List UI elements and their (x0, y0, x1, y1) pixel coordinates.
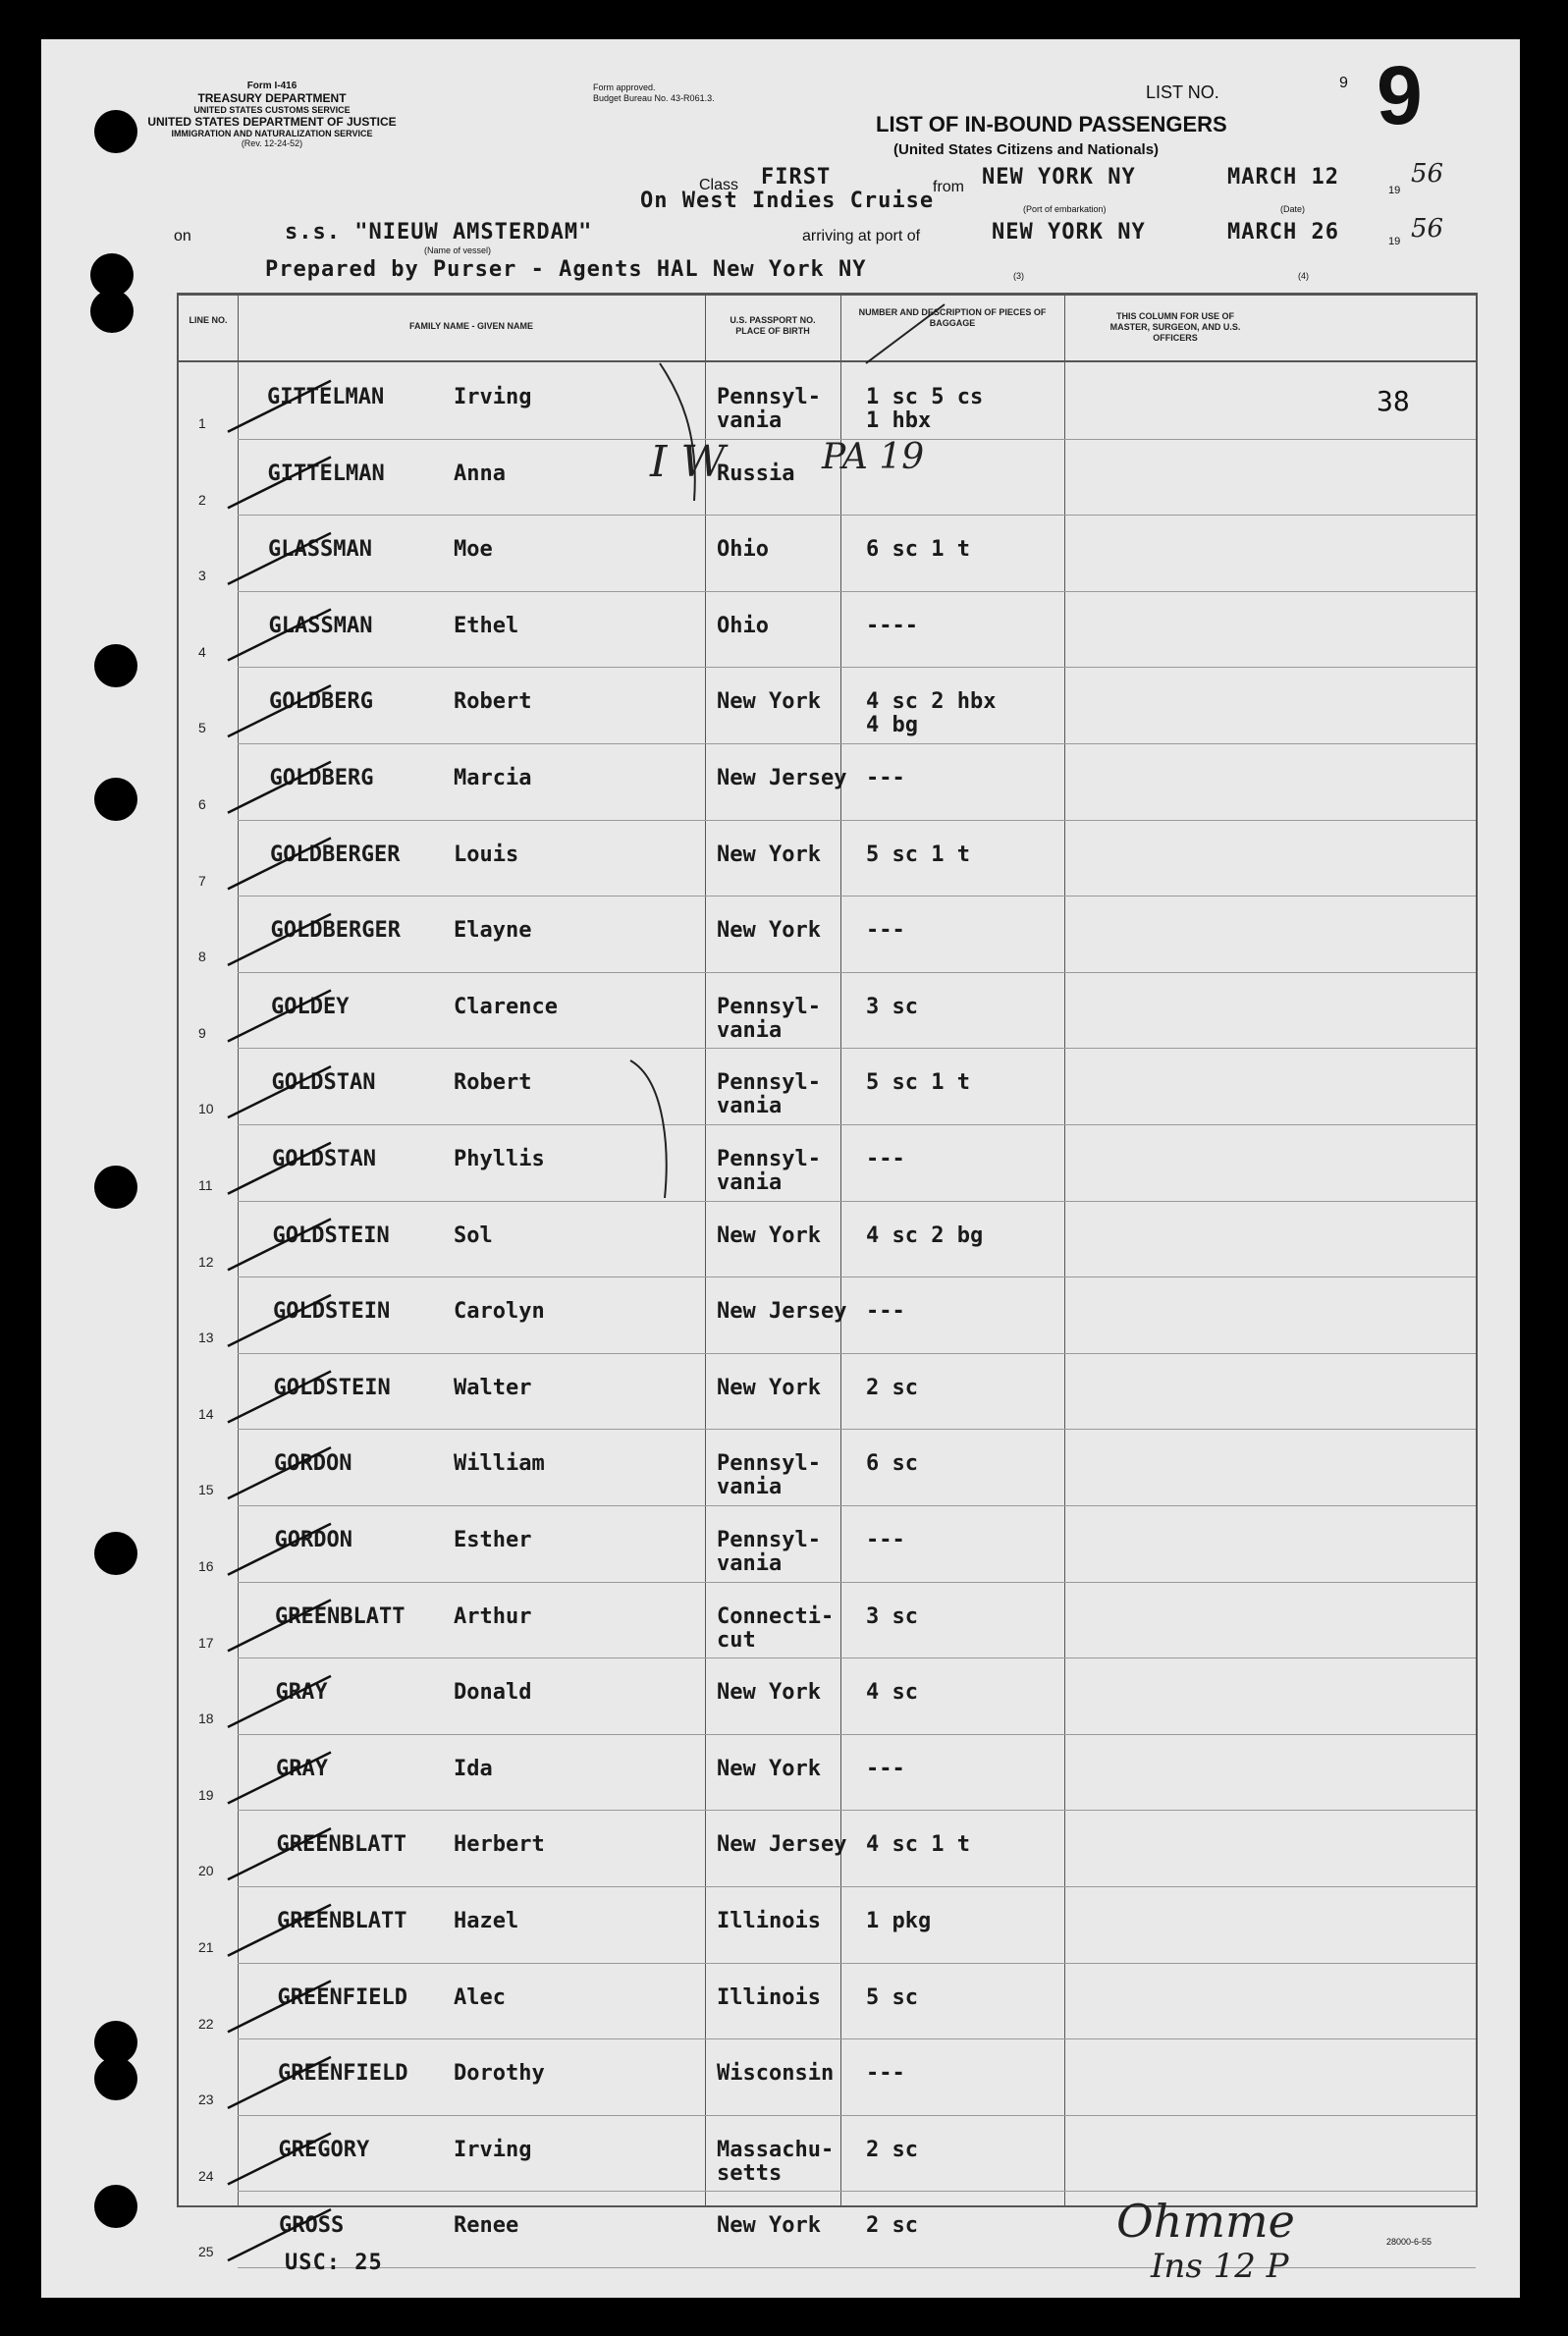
line-number: 24 (198, 2167, 214, 2184)
given-name: Ida (454, 1756, 493, 1781)
baggage-description: 5 sc 1 t (866, 842, 970, 867)
line-number: 1 (198, 415, 206, 431)
given-name: William (454, 1451, 545, 1477)
given-name: Phyllis (454, 1147, 545, 1171)
place-of-birth: Pennsyl- (717, 1528, 821, 1552)
baggage-description: --- (866, 1756, 905, 1781)
place-of-birth: vania (717, 1475, 783, 1500)
form-number: Form I-416 (246, 81, 297, 91)
place-of-birth: Ohio (717, 613, 769, 638)
given-name: Anna (454, 461, 506, 486)
line-number: 6 (198, 796, 206, 812)
check-mark (228, 1372, 331, 1423)
hand-initials: I W (650, 437, 726, 487)
given-name: Carolyn (454, 1299, 545, 1325)
note-3: (3) (1013, 271, 1024, 281)
baggage-description: --- (866, 1528, 905, 1552)
family-name: GOLDBERGER (270, 918, 401, 944)
year-prefix-2: 19 (1388, 236, 1401, 247)
line-number: 17 (198, 1634, 214, 1651)
line-number: 8 (198, 949, 206, 965)
check-mark (228, 1447, 331, 1498)
given-name: Ethel (454, 613, 519, 638)
baggage-description: 5 sc 1 t (866, 1070, 970, 1096)
family-name: GREENBLATT (277, 1909, 407, 1933)
given-name: Alec (454, 1984, 506, 2010)
place-of-birth: New York (717, 918, 821, 944)
place-of-birth: vania (717, 1094, 783, 1119)
baggage-description: --- (866, 918, 905, 944)
place-of-birth: New Jersey (717, 1299, 847, 1325)
line-number: 3 (198, 568, 206, 584)
arrival-port: NEW YORK NY (992, 220, 1146, 244)
place-of-birth: Russia (717, 461, 795, 486)
baggage-description: 6 sc 1 t (866, 537, 970, 563)
line-number: 13 (198, 1330, 214, 1346)
baggage-description: 3 sc (866, 994, 918, 1019)
place-of-birth: Wisconsin (717, 2061, 835, 2087)
baggage-description: 4 sc 2 hbx (866, 689, 997, 715)
check-mark (228, 1524, 331, 1575)
family-name: GREENBLATT (275, 1603, 406, 1629)
place-of-birth: cut (717, 1627, 756, 1653)
list-no-label: LIST NO. (1146, 82, 1219, 102)
family-name: GLASSMAN (268, 537, 372, 563)
usc-total: USC: 25 (285, 2251, 383, 2275)
treasury-dept: TREASURY DEPARTMENT (197, 91, 347, 105)
officer-count-note: 38 (1377, 385, 1410, 417)
place-of-birth: New York (717, 1375, 821, 1400)
place-of-birth: Illinois (717, 1909, 821, 1933)
family-name: GOLDSTEIN (273, 1299, 391, 1325)
form-revision: (Rev. 12-24-52) (241, 138, 303, 148)
on-label: on (174, 228, 191, 244)
form-title: LIST OF IN-BOUND PASSENGERS (876, 112, 1227, 136)
baggage-description: 6 sc (866, 1451, 918, 1477)
line-number: 19 (198, 1786, 214, 1803)
baggage-description: 4 bg (866, 713, 918, 738)
family-name: GLASSMAN (268, 613, 373, 638)
place-of-birth: vania (717, 1170, 783, 1195)
manifest-sheet (41, 39, 1520, 2298)
check-mark (228, 1828, 331, 1879)
vessel-name: s.s. "NIEUW AMSTERDAM" (285, 220, 593, 244)
baggage-description: 1 sc 5 cs (866, 385, 984, 409)
check-mark (228, 1219, 331, 1270)
family-name: GROSS (279, 2213, 345, 2239)
place-of-birth: Connecti- (717, 1603, 835, 1629)
from-port: NEW YORK NY (982, 165, 1136, 190)
given-name: Esther (454, 1528, 532, 1552)
family-name: GREENBLATT (276, 1832, 406, 1858)
family-name: GOLDBERG (269, 766, 374, 790)
baggage-description: 1 hbx (866, 408, 932, 433)
check-mark (228, 1143, 331, 1194)
line-number: 2 (198, 491, 206, 508)
list-no-small: 9 (1339, 75, 1348, 91)
baggage-description: 2 sc (866, 1375, 918, 1400)
given-name: Robert (454, 1070, 532, 1096)
given-name: Robert (454, 689, 532, 715)
family-name: GITTELMAN (267, 461, 385, 486)
line-number: 23 (198, 2092, 214, 2108)
form-subtitle: (United States Citizens and Nationals) (893, 141, 1160, 158)
from-label: from (933, 179, 964, 195)
check-mark (228, 2134, 331, 2185)
given-name: Renee (454, 2213, 519, 2239)
line-number: 14 (198, 1405, 214, 1422)
line-number: 22 (198, 2015, 214, 2032)
place-of-birth: Pennsyl- (717, 1147, 821, 1171)
print-code: 28000-6-55 (1386, 2237, 1433, 2247)
place-of-birth: Illinois (717, 1984, 821, 2010)
check-mark (228, 1753, 331, 1804)
check-mark (228, 838, 331, 889)
place-of-birth: Massachu- (717, 2137, 835, 2162)
baggage-description: 4 sc 1 t (866, 1832, 970, 1858)
place-of-birth: New York (717, 1756, 821, 1781)
col-header-line: LINE NO. (189, 315, 228, 325)
given-name: Hazel (454, 1909, 519, 1933)
arrival-date: MARCH 26 (1227, 220, 1339, 244)
family-name: GOLDBERG (269, 689, 373, 715)
line-number: 16 (198, 1558, 214, 1574)
baggage-description: --- (866, 1147, 905, 1171)
place-of-birth: Ohio (717, 537, 769, 563)
family-name: GOLDSTEIN (273, 1375, 391, 1400)
family-name: GITTELMAN (267, 385, 385, 409)
given-name: Dorothy (454, 2061, 545, 2087)
place-of-birth: vania (717, 1551, 783, 1576)
place-of-birth: Pennsyl- (717, 385, 821, 409)
justice-dept: UNITED STATES DEPARTMENT OF JUSTICE (147, 115, 397, 129)
place-of-birth: setts (717, 2160, 783, 2186)
given-name: Herbert (454, 1832, 545, 1858)
baggage-description: 4 sc (866, 1680, 918, 1706)
place-of-birth: New York (717, 1222, 821, 1248)
depart-date: MARCH 12 (1227, 165, 1339, 190)
check-mark (228, 381, 331, 432)
place-of-birth: Pennsyl- (717, 1451, 821, 1477)
place-of-birth: New York (717, 2213, 821, 2239)
given-name: Walter (454, 1375, 532, 1400)
place-of-birth: Pennsyl- (717, 994, 821, 1019)
year-prefix-1: 19 (1388, 185, 1401, 196)
baggage-description: --- (866, 766, 905, 790)
hand-state-note: PA 19 (822, 437, 925, 477)
baggage-description: 3 sc (866, 1603, 918, 1629)
given-name: Moe (454, 537, 493, 563)
line-number: 9 (198, 1024, 206, 1041)
list-no-big: 9 (1377, 49, 1423, 141)
date-label: (Date) (1280, 204, 1306, 214)
class-label: Class (699, 177, 739, 193)
inspector-signature-line2: Ins 12 P (1151, 2247, 1289, 2286)
family-name: GOLDBERGER (270, 842, 401, 867)
place-of-birth: New York (717, 689, 821, 715)
ins-service: IMMIGRATION AND NATURALIZATION SERVICE (171, 129, 373, 138)
col-header-officers: THIS COLUMN FOR USE OF MASTER, SURGEON, AND U.S. OFFICERS (1109, 311, 1241, 343)
check-mark (228, 1905, 331, 1956)
place-of-birth: New York (717, 842, 821, 867)
inspector-signature: Ohmme (1116, 2195, 1295, 2248)
place-of-birth: vania (717, 1017, 783, 1043)
given-name: Louis (454, 842, 519, 867)
check-mark (228, 610, 331, 661)
line-number: 15 (198, 1482, 214, 1498)
baggage-description: 5 sc (866, 1984, 918, 2010)
given-name: Arthur (454, 1603, 532, 1629)
family-name: GREENFIELD (278, 2061, 408, 2087)
family-name: GOLDSTAN (271, 1070, 376, 1096)
given-name: Elayne (454, 918, 532, 944)
line-number: 11 (198, 1177, 213, 1193)
family-name: GOLDEY (271, 994, 350, 1019)
place-of-birth: New Jersey (717, 766, 847, 790)
baggage-description: --- (866, 1299, 905, 1325)
approved-label: Form approved. (593, 82, 656, 92)
note-4: (4) (1298, 271, 1309, 281)
baggage-description: 4 sc 2 bg (866, 1222, 984, 1248)
line-number: 7 (198, 872, 206, 889)
check-mark (228, 685, 331, 736)
place-of-birth: New York (717, 1680, 821, 1706)
baggage-description: 2 sc (866, 2213, 918, 2239)
arrival-year: 56 (1411, 214, 1444, 244)
check-mark (228, 1981, 331, 2032)
given-name: Marcia (454, 766, 532, 790)
check-mark (228, 457, 331, 508)
depart-year: 56 (1411, 159, 1444, 189)
line-number: 25 (198, 2244, 214, 2260)
customs-service: UNITED STATES CUSTOMS SERVICE (193, 105, 351, 115)
given-name: Irving (454, 2137, 532, 2162)
place-of-birth: Pennsyl- (717, 1070, 821, 1096)
given-name: Donald (454, 1680, 532, 1706)
check-mark (228, 1600, 331, 1651)
bureau-number: Budget Bureau No. 43-R061.3. (593, 93, 715, 103)
given-name: Clarence (454, 994, 558, 1019)
baggage-description: --- (866, 2061, 905, 2087)
class-value: FIRST (761, 165, 832, 190)
col-header-passport: U.S. PASSPORT NO. PLACE OF BIRTH (730, 315, 816, 336)
given-name: Sol (454, 1222, 493, 1248)
check-mark (228, 914, 331, 965)
check-mark (228, 991, 331, 1042)
given-name: Irving (454, 385, 532, 409)
family-name: GREENFIELD (277, 1984, 407, 2010)
check-mark (228, 533, 331, 584)
line-number: 4 (198, 643, 206, 660)
check-mark (228, 1295, 331, 1346)
line-number: 10 (198, 1101, 214, 1117)
vessel-label: (Name of vessel) (424, 245, 492, 255)
place-of-birth: New Jersey (717, 1832, 847, 1858)
handwritten-checkmarks (41, 39, 1520, 2298)
line-number: 20 (198, 1863, 214, 1879)
port-embark-label: (Port of embarkation) (1023, 204, 1107, 214)
check-mark (228, 762, 331, 813)
line-number: 21 (198, 1939, 214, 1955)
line-number: 12 (198, 1253, 214, 1270)
family-name: GRAY (275, 1680, 328, 1706)
place-of-birth: vania (717, 408, 783, 433)
family-name: GOLDSTEIN (272, 1222, 390, 1248)
baggage-description: ---- (866, 613, 918, 638)
check-mark (228, 1676, 331, 1727)
family-name: GORDON (274, 1528, 352, 1552)
family-name: GORDON (274, 1451, 352, 1477)
arriving-label: arriving at port of (802, 228, 921, 244)
family-name: GRAY (276, 1756, 328, 1781)
col-header-name: FAMILY NAME - GIVEN NAME (408, 321, 533, 331)
prepared-by: Prepared by Purser - Agents HAL New York NY (265, 257, 867, 282)
line-number: 5 (198, 720, 206, 736)
check-mark (228, 2057, 331, 2108)
col-header-baggage: NUMBER AND DESCRIPTION OF PIECES OF BAGGAGE (858, 307, 1047, 328)
line-number: 18 (198, 1711, 214, 1727)
check-mark (228, 1066, 331, 1117)
baggage-description: 1 pkg (866, 1909, 932, 1933)
family-name: GOLDSTAN (272, 1147, 376, 1171)
baggage-description: 2 sc (866, 2137, 918, 2162)
cruise-note: On West Indies Cruise (640, 189, 935, 213)
family-name: GREGORY (278, 2137, 370, 2162)
